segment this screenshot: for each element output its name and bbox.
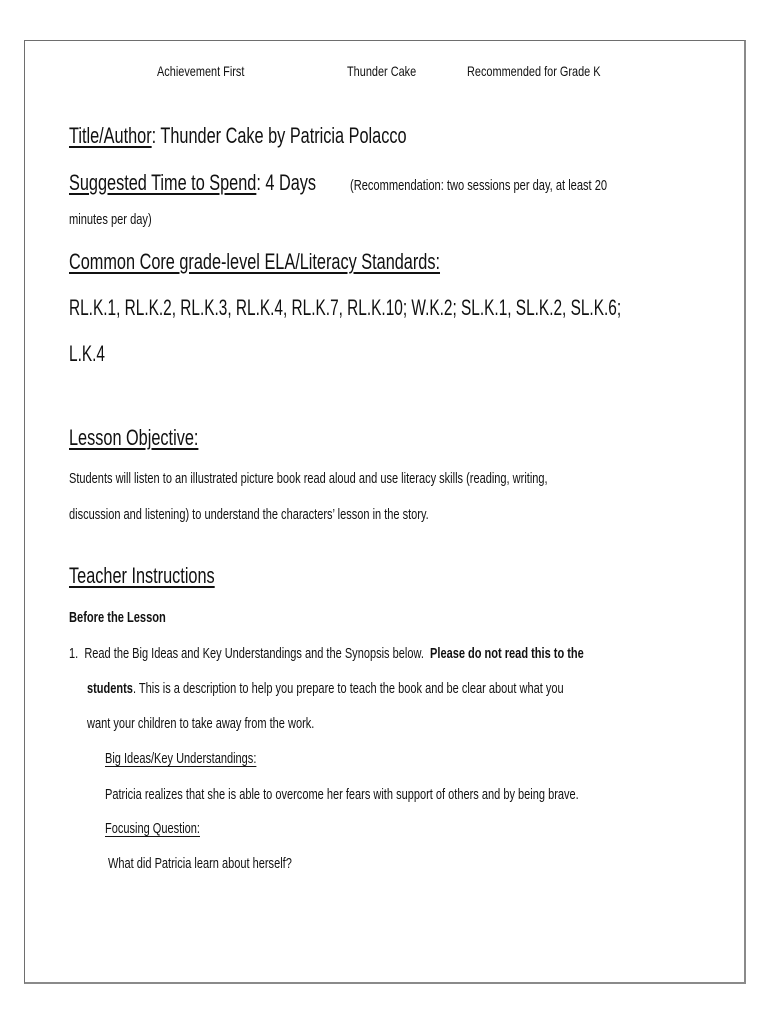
suggested-time-note: (Recommendation: two sessions per day, at least 20: [350, 177, 608, 194]
focusing-question-text: What did Patricia learn about herself?: [108, 855, 292, 872]
objective-text-cont: discussion and listening) to understand the characters’ lesson in the story.: [69, 506, 429, 523]
instructions-heading: Teacher Instructions: [69, 563, 215, 588]
standards-heading: Common Core grade-level ELA/Literacy Standards:: [69, 249, 441, 274]
header-grade: Recommended for Grade K: [467, 63, 601, 79]
header-book: Thunder Cake: [347, 63, 417, 79]
standards-list-cont: L.K.4: [69, 341, 105, 366]
objective-text: Students will listen to an illustrated picture book read aloud and use literacy skills (reading, writing,: [69, 470, 548, 487]
item-number: 1.: [69, 645, 79, 662]
focusing-question-label: Focusing Question:: [105, 820, 200, 837]
instruction-item-1: 1. Read the Big Ideas and Key Understandings and the Synopsis below. Please do not read this to the: [69, 645, 584, 662]
suggested-time-note-cont: minutes per day): [69, 211, 152, 228]
suggested-time-label: Suggested Time to Spend: [69, 170, 257, 195]
instruction-item-1-cont: students. This is a description to help you prepare to teach the book and be clear about what you: [87, 680, 564, 697]
objective-heading: Lesson Objective:: [69, 425, 199, 450]
title-author-label: Title/Author: [69, 123, 152, 148]
title-author-line: Title/Author: Thunder Cake by Patricia Polacco: [69, 123, 407, 148]
instruction-item-1-end: want your children to take away from the work.: [87, 715, 315, 732]
header-org: Achievement First: [157, 63, 245, 79]
title-author-value: Thunder Cake by Patricia Polacco: [156, 123, 407, 148]
before-lesson-heading: Before the Lesson: [69, 609, 166, 626]
suggested-time-value: : 4 Days: [256, 170, 317, 195]
big-ideas-label: Big Ideas/Key Understandings:: [105, 750, 257, 767]
standards-list: RL.K.1, RL.K.2, RL.K.3, RL.K.4, RL.K.7, RL.K.10; W.K.2; SL.K.1, SL.K.2, SL.K.6;: [69, 295, 622, 320]
big-ideas-text: Patricia realizes that she is able to overcome her fears with support of others and by being brave.: [105, 786, 579, 803]
